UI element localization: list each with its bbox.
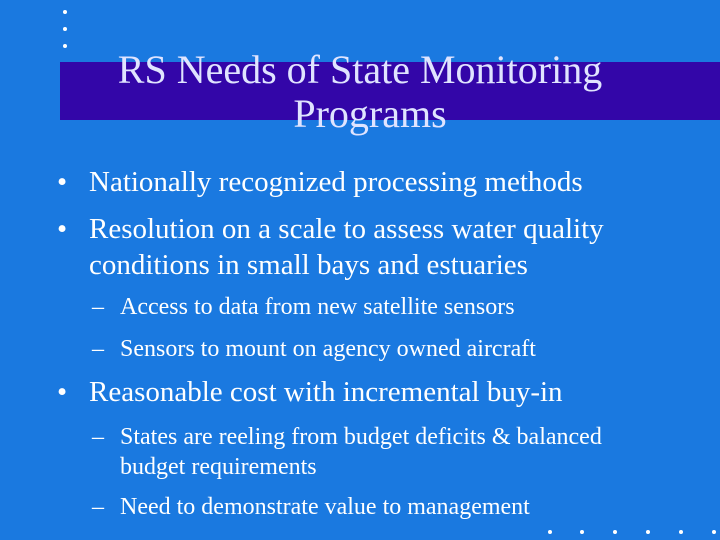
decor-dot — [646, 530, 650, 534]
decor-dot — [548, 530, 552, 534]
subbullet-text: Sensors to mount on agency owned aircraft — [120, 336, 536, 362]
title-line-1: RS Needs of State Monitoring — [117, 47, 603, 92]
subbullet-item — [92, 334, 702, 364]
bullet-text: Reasonable cost with incremental buy-in — [89, 376, 563, 408]
bullet-item — [57, 164, 697, 200]
subbullet-text: Need to demonstrate value to management — [120, 494, 530, 520]
bullet-marker: • — [57, 213, 68, 245]
subbullet-text: Access to data from new satellite sensors — [120, 294, 515, 320]
title-line-2: Programs — [293, 91, 447, 136]
decor-dot — [63, 27, 67, 31]
subbullet-marker: – — [92, 494, 104, 520]
decor-dot — [580, 530, 584, 534]
decor-dot — [679, 530, 683, 534]
bullet-text: Resolution on a scale to assess water quality conditions in small bays and estuaries — [89, 213, 604, 281]
bullet-item — [57, 374, 697, 410]
subbullet-text: States are reeling from budget deficits & balanced budget requirements — [120, 424, 602, 480]
bullet-item — [57, 211, 682, 283]
subbullet-marker: – — [92, 294, 104, 320]
slide-title — [60, 48, 660, 136]
subbullet-item — [92, 492, 702, 522]
decor-dot — [712, 530, 716, 534]
subbullet-item — [92, 422, 612, 482]
subbullet-item — [92, 292, 702, 322]
bullet-text: Nationally recognized processing methods — [89, 166, 583, 198]
subbullet-marker: – — [92, 336, 104, 362]
bullet-marker: • — [57, 376, 68, 408]
decor-dot — [613, 530, 617, 534]
subbullet-marker: – — [92, 424, 104, 450]
bullet-marker: • — [57, 166, 68, 198]
decor-dot — [63, 10, 67, 14]
